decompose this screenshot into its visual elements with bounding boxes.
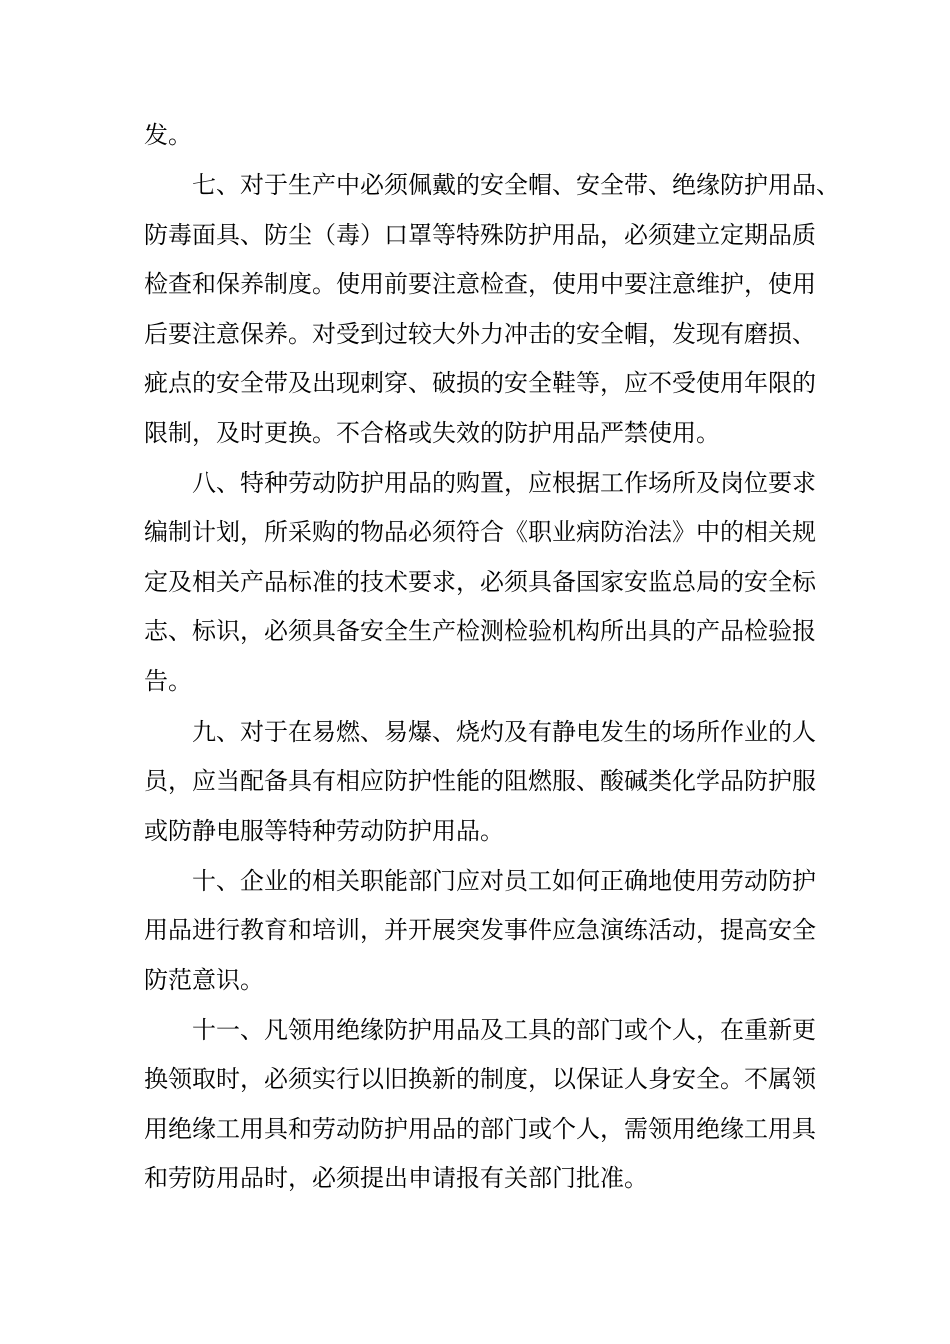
paragraph-line: 检查和保养制度。使用前要注意检查，使用中要注意维护，使用 [144,270,816,298]
paragraph-line: 员，应当配备具有相应防护性能的阻燃服、酸碱类化学品防护服 [144,767,816,795]
paragraph-line: 后要注意保养。对受到过较大外力冲击的安全帽，发现有磨损、 [144,320,816,348]
paragraph-line: 志、标识，必须具备安全生产检测检验机构所出具的产品检验报 [144,617,816,645]
paragraph-line: 或防静电服等特种劳动防护用品。 [144,817,504,845]
paragraph-line: 换领取时，必须实行以旧换新的制度，以保证人身安全。不属领 [144,1065,816,1093]
paragraph-line: 编制计划，所采购的物品必须符合《职业病防治法》中的相关规 [144,518,816,546]
paragraph-line: 和劳防用品时，必须提出申请报有关部门批准。 [144,1164,648,1192]
paragraph-line: 八、特种劳动防护用品的购置，应根据工作场所及岗位要求 [192,469,816,497]
paragraph-line: 发。 [144,121,192,149]
paragraph-line: 用绝缘工用具和劳动防护用品的部门或个人，需领用绝缘工用具 [144,1115,816,1143]
paragraph-line: 防毒面具、防尘（毒）口罩等特殊防护用品，必须建立定期品质 [144,221,816,249]
paragraph-line: 十、企业的相关职能部门应对员工如何正确地使用劳动防护 [192,867,816,895]
paragraph-line: 七、对于生产中必须佩戴的安全帽、安全带、绝缘防护用品、 [192,171,840,199]
paragraph-line: 限制，及时更换。不合格或失效的防护用品严禁使用。 [144,419,720,447]
paragraph-line: 九、对于在易燃、易爆、烧灼及有静电发生的场所作业的人 [192,718,816,746]
paragraph-line: 防范意识。 [144,966,264,994]
paragraph-line: 告。 [144,667,192,695]
paragraph-line: 定及相关产品标准的技术要求，必须具备国家安监总局的安全标 [144,568,816,596]
paragraph-line: 用品进行教育和培训，并开展突发事件应急演练活动，提高安全 [144,916,816,944]
paragraph-line: 十一、凡领用绝缘防护用品及工具的部门或个人，在重新更 [192,1016,816,1044]
paragraph-line: 疵点的安全带及出现刺穿、破损的安全鞋等，应不受使用年限的 [144,369,816,397]
